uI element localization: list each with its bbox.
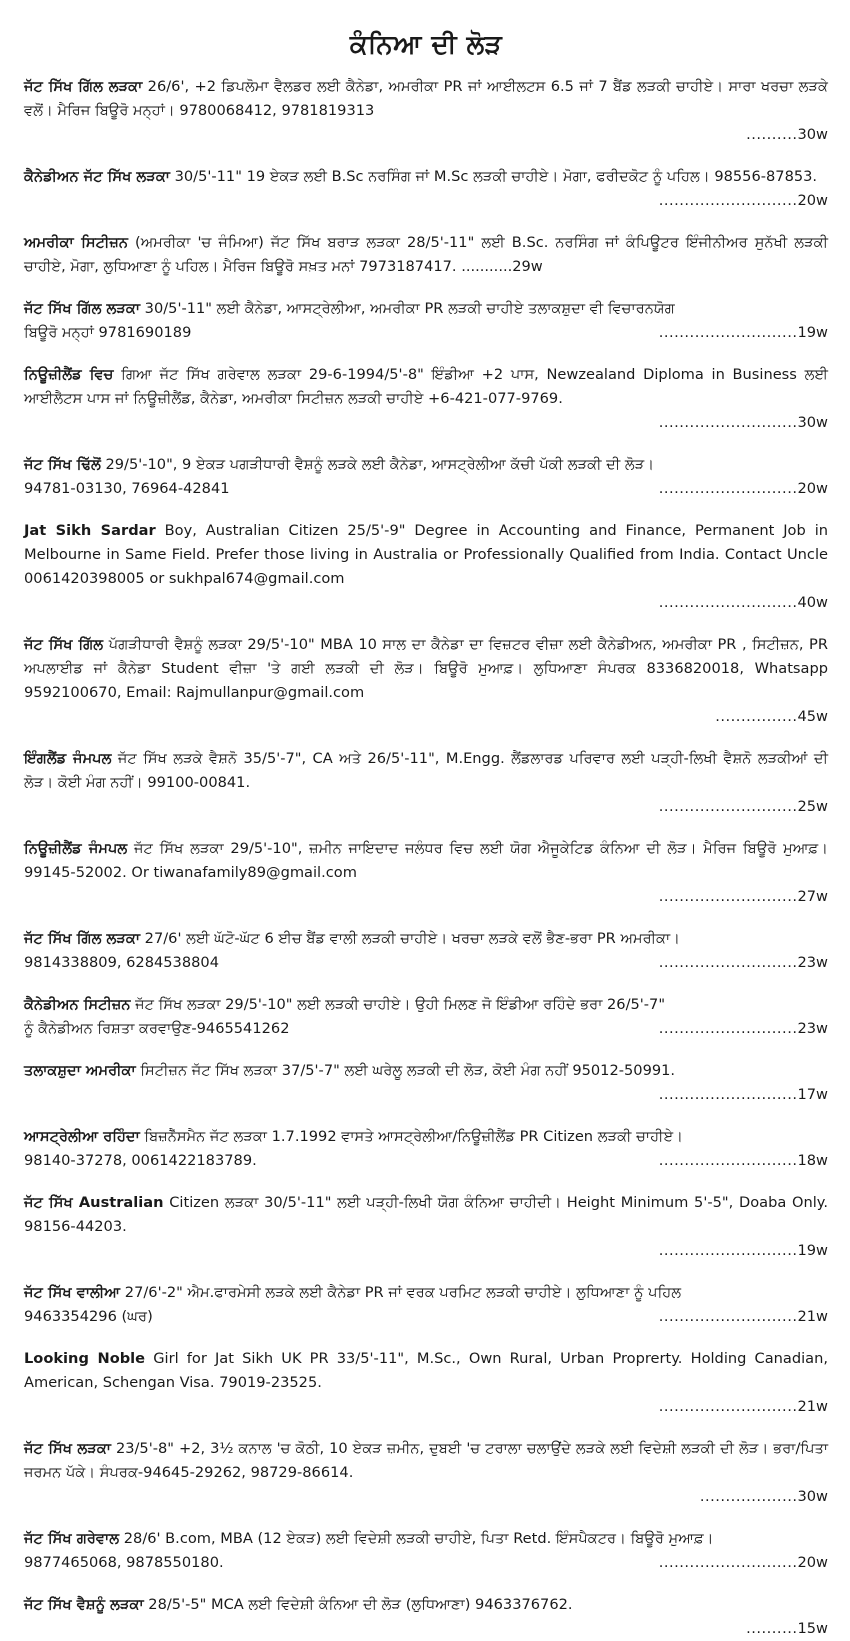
- ad-rate-value: 20w: [797, 480, 828, 497]
- matrimonial-ad: [24, 747, 828, 819]
- leader-dots: ...........................: [658, 1554, 798, 1571]
- ad-contact: 98140-37278, 0061422183789.: [24, 1152, 257, 1169]
- ad-text: [24, 75, 828, 123]
- leader-dots: ...........................: [658, 954, 798, 971]
- ad-rate: [191, 321, 828, 345]
- ad-body: ਗਿਆ ਜੱਟ ਸਿੱਖ ਗਰੇਵਾਲ ਲੜਕਾ 29-6-1994/5'-8" ਇੰਡੀਆ +2 ਪਾਸ, Newzealand Diploma in Business ਲਈ ਆਈਲੈਟਸ ਪਾਸ ਜਾਂ ਨਿਊਜ਼ੀਲੈਂਡ, ਕੈਨੇਡਾ, ਅਮਰੀਕਾ ਸਿਟੀਜ਼ਨ ਲੜਕੀ ਚਾਹੀਏ +6-421-077-9769.: [24, 366, 828, 407]
- ad-rate: [219, 951, 828, 975]
- leader-dots: ...........................: [658, 324, 798, 341]
- leader-dots: ...........................: [658, 1242, 798, 1259]
- leader-dots: ...........................: [658, 798, 798, 815]
- ad-rate: [24, 1083, 828, 1107]
- leader-dots: ..........: [746, 1620, 798, 1637]
- ad-body: 28/5'-5" MCA ਲਈ ਵਿਦੇਸ਼ੀ ਕੰਨਿਆ ਦੀ ਲੋੜ (ਲੁਧਿਆਣਾ) 9463376762.: [143, 1596, 573, 1613]
- ad-body: 30/5'-11" 19 ਏਕੜ ਲਈ B.Sc ਨਰਸਿੰਗ ਜਾਂ M.Sc ਲੜਕੀ ਚਾਹੀਏ। ਮੋਗਾ, ਫਰੀਦਕੋਟ ਨੂੰ ਪਹਿਲ। 98556-87853.: [169, 168, 818, 185]
- ad-text: [24, 633, 828, 705]
- ad-contact: 94781-03130, 76964-42841: [24, 480, 230, 497]
- ad-rate-value: 27w: [797, 888, 828, 905]
- ad-text: [24, 1347, 828, 1395]
- ad-rate: [24, 411, 828, 435]
- ad-footer: [24, 795, 828, 819]
- ad-rate-value: 19w: [797, 1242, 828, 1259]
- ad-rate-value: 21w: [797, 1398, 828, 1415]
- matrimonial-ad: [24, 297, 828, 345]
- leader-dots: ...........................: [658, 1152, 798, 1169]
- ad-rate-value: 23w: [797, 954, 828, 971]
- ad-rate-value: 17w: [797, 1086, 828, 1103]
- leader-dots: ................: [715, 708, 798, 725]
- matrimonial-ad: [24, 231, 828, 279]
- leader-dots: ...........................: [658, 480, 798, 497]
- ad-rate-value: 23w: [797, 1020, 828, 1037]
- leader-dots: ...........................: [658, 192, 798, 209]
- ad-rate-value: 30w: [797, 126, 828, 143]
- ad-heading: ਕੈਨੇਡੀਅਨ ਸਿਟੀਜ਼ਨ: [24, 996, 131, 1013]
- ad-body: ਸਿਟੀਜ਼ਨ ਜੱਟ ਸਿੱਖ ਲੜਕਾ 37/5'-7" ਲਈ ਘਰੇਲੂ ਲੜਕੀ ਦੀ ਲੋੜ, ਕੋਈ ਮੰਗ ਨਹੀਂ 95012-50991.: [135, 1062, 676, 1079]
- ad-body: 28/6' B.com, MBA (12 ਏਕੜ) ਲਈ ਵਿਦੇਸ਼ੀ ਲੜਕੀ ਚਾਹੀਏ, ਪਿਤਾ Retd. ਇੰਸਪੈਕਟਰ। ਬਿਊਰੋ ਮੁਆਫ਼।: [119, 1530, 714, 1547]
- ad-footer: [24, 411, 828, 435]
- ad-body: ਜੱਟ ਸਿੱਖ ਲੜਕਾ 29/5'-10", ਜ਼ਮੀਨ ਜਾਇਦਾਦ ਜਲੰਧਰ ਵਿਚ ਲਈ ਯੋਗ ਐਜੂਕੇਟਿਡ ਕੰਨਿਆ ਦੀ ਲੋੜ। ਮੈਰਿਜ ਬਿਊਰੋ ਮੁਆਫ਼। 99145-52002. Or tiwanafamily89@gmail.com: [24, 840, 828, 881]
- ad-rate: [24, 1239, 828, 1263]
- ad-rate-value: 19w: [797, 324, 828, 341]
- ad-footer: [24, 1617, 828, 1641]
- ad-body: (ਅਮਰੀਕਾ 'ਚ ਜੰਮਿਆ) ਜੱਟ ਸਿੱਖ ਬਰਾੜ ਲੜਕਾ 28/5'-11" ਲਈ B.Sc. ਨਰਸਿੰਗ ਜਾਂ ਕੰਪਿਊਟਰ ਇੰਜੀਨੀਅਰ ਸੁਨੱਖੀ ਲੜਕੀ ਚਾਹੀਏ, ਮੋਗਾ, ਲੁਧਿਆਣਾ ਨੂੰ ਪਹਿਲ। ਮੈਰਿਜ ਬਿਊਰੋ ਸਖ਼ਤ ਮਨਾਂ 7973187417. ...........29w: [24, 234, 828, 275]
- ad-footer: [24, 591, 828, 615]
- matrimonial-ad: [24, 363, 828, 435]
- matrimonial-ad: [24, 1125, 828, 1173]
- ad-footer: [24, 477, 828, 501]
- ad-contact: 9877465068, 9878550180.: [24, 1554, 224, 1571]
- ad-footer: [24, 1395, 828, 1419]
- matrimonial-ad: [24, 837, 828, 909]
- ad-heading: ਜੱਟ ਸਿੱਖ ਗਿੱਲ: [24, 636, 104, 653]
- ad-rate-value: 30w: [797, 1488, 828, 1505]
- ad-text: [24, 1527, 828, 1551]
- ad-rate: [24, 1485, 828, 1509]
- matrimonial-ad: [24, 75, 828, 147]
- ad-rate-value: 45w: [797, 708, 828, 725]
- ad-footer: [24, 321, 828, 345]
- ad-rate-value: 40w: [797, 594, 828, 611]
- ad-body: ਜੱਟ ਸਿੱਖ ਲੜਕੇ ਵੈਸ਼ਨੋ 35/5'-7", CA ਅਤੇ 26/5'-11", M.Engg. ਲੈਂਡਲਾਰਡ ਪਰਿਵਾਰ ਲਈ ਪੜ੍ਹੀ-ਲਿਖੀ ਵੈਸ਼ਨੋ ਲੜਕੀਆਂ ਦੀ ਲੋੜ। ਕੋਈ ਮੰਗ ਨਹੀਂ। 99100-00841.: [24, 750, 828, 791]
- ad-text: [24, 1059, 828, 1083]
- ad-footer: [24, 1083, 828, 1107]
- ad-heading: Jat Sikh Sardar: [24, 522, 156, 539]
- ad-rate: [24, 705, 828, 729]
- ad-body: ਬਿਜ਼ਨੈੱਸਮੈਨ ਜੱਟ ਲੜਕਾ 1.7.1992 ਵਾਸਤੇ ਆਸਟ੍ਰੇਲੀਆ/ਨਿਊਜ਼ੀਲੈਂਡ PR Citizen ਲੜਕੀ ਚਾਹੀਏ।: [139, 1128, 683, 1145]
- leader-dots: ...........................: [658, 888, 798, 905]
- ad-text: [24, 1593, 828, 1617]
- ad-text: [24, 297, 828, 321]
- matrimonial-ad: [24, 1527, 828, 1575]
- matrimonial-ad: [24, 519, 828, 615]
- matrimonial-ad: [24, 633, 828, 729]
- leader-dots: ...................: [699, 1488, 798, 1505]
- ad-rate: [24, 1395, 828, 1419]
- matrimonial-ad: [24, 1281, 828, 1329]
- ad-rate: [290, 1017, 829, 1041]
- ad-heading: Looking Noble: [24, 1350, 146, 1367]
- leader-dots: ...........................: [658, 414, 798, 431]
- ad-heading: ਨਿਊਜ਼ੀਲੈਂਡ ਜੰਮਪਲ: [24, 840, 128, 857]
- leader-dots: ...........................: [658, 1086, 798, 1103]
- ad-heading: ਜੱਟ ਸਿੱਖ ਗਿੱਲ ਲੜਕਾ: [24, 78, 143, 95]
- ad-text: [24, 927, 828, 951]
- ad-text: [24, 837, 828, 885]
- ad-rate-value: 18w: [797, 1152, 828, 1169]
- ad-heading: ਜੱਟ ਸਿੱਖ ਵਾਲੀਆ: [24, 1284, 121, 1301]
- ad-rate: [24, 885, 828, 909]
- ad-heading: ਜੱਟ ਸਿੱਖ ਢਿੱਲੋਂ: [24, 456, 101, 473]
- ad-body: 23/5'-8" +2, 3½ ਕਨਾਲ 'ਚ ਕੋਠੀ, 10 ਏਕੜ ਜ਼ਮੀਨ, ਦੁਬਈ 'ਚ ਟਰਾਲਾ ਚਲਾਉਂਦੇ ਲੜਕੇ ਲਈ ਵਿਦੇਸ਼ੀ ਲੜਕੀ ਦੀ ਲੋੜ। ਭਰਾ/ਪਿਤਾ ਜਰਮਨ ਪੱਕੇ। ਸੰਪਰਕ-94645-29262, 98729-86614.: [24, 1440, 828, 1481]
- ad-footer: [24, 189, 828, 213]
- matrimonial-ad: [24, 1437, 828, 1509]
- ad-body: ਪੱਗੜੀਧਾਰੀ ਵੈਸ਼ਨੂੰ ਲੜਕਾ 29/5'-10" MBA 10 ਸਾਲ ਦਾ ਕੈਨੇਡਾ ਦਾ ਵਿਜ਼ਟਰ ਵੀਜ਼ਾ ਲਈ ਕੈਨੇਡੀਅਨ, ਅਮਰੀਕਾ PR , ਸਿਟੀਜ਼ਨ, PR ਅਪਲਾਈਡ ਜਾਂ ਕੈਨੇਡਾ Student ਵੀਜ਼ਾ 'ਤੇ ਗਈ ਲੜਕੀ ਦੀ ਲੋੜ। ਬਿਊਰੋ ਮੁਆਫ਼। ਲੁਧਿਆਣਾ ਸੰਪਰਕ 8336820018, Whatsapp 9592100670, Email: Rajmullanpur@gmail.com: [24, 636, 828, 701]
- ad-text: [24, 231, 828, 279]
- ad-footer: [24, 1149, 828, 1173]
- ad-heading: ਨਿਊਜ਼ੀਲੈਂਡ ਵਿਚ: [24, 366, 114, 383]
- ad-rate: [24, 1617, 828, 1641]
- ad-text: [24, 1191, 828, 1239]
- ad-heading: ਜੱਟ ਸਿੱਖ Australian: [24, 1194, 164, 1211]
- ad-body: Boy, Australian Citizen 25/5'-9" Degree in Accounting and Finance, Permanent Job in Melbourne in Same Field. Prefer those living in Australia or Professionally Qualified from India. Contact Uncle 0061420398005 or sukhpal674@gmail.com: [24, 522, 828, 587]
- matrimonial-ad: [24, 1059, 828, 1107]
- ad-rate-value: 20w: [797, 192, 828, 209]
- ads-list: [24, 75, 828, 1641]
- ad-text: [24, 165, 828, 189]
- ad-rate-value: 30w: [797, 414, 828, 431]
- leader-dots: ..........: [746, 126, 798, 143]
- ad-rate: [24, 189, 828, 213]
- ad-rate: [24, 795, 828, 819]
- ad-footer: [24, 1485, 828, 1509]
- ad-heading: ਜੱਟ ਸਿੱਖ ਗਿੱਲ ਲੜਕਾ: [24, 300, 141, 317]
- ad-footer: [24, 123, 828, 147]
- ad-rate: [257, 1149, 828, 1173]
- ad-footer: [24, 1017, 828, 1041]
- matrimonial-ad: [24, 993, 828, 1041]
- ad-text: [24, 747, 828, 795]
- ad-body: 30/5'-11" ਲਈ ਕੈਨੇਡਾ, ਆਸਟ੍ਰੇਲੀਆ, ਅਮਰੀਕਾ PR ਲੜਕੀ ਚਾਹੀਏ ਤਲਾਕਸ਼ੁਦਾ ਵੀ ਵਿਚਾਰਨਯੋਗ: [140, 300, 675, 317]
- ad-text: [24, 363, 828, 411]
- ad-heading: ਅਮਰੀਕਾ ਸਿਟੀਜ਼ਨ: [24, 234, 129, 251]
- ad-text: [24, 1125, 828, 1149]
- ad-contact: 9463354296 (ਘਰ): [24, 1308, 153, 1325]
- ad-rate-value: 21w: [797, 1308, 828, 1325]
- ad-body: 27/6'-2" ਐਮ.ਫਾਰਮੇਸੀ ਲੜਕੇ ਲਈ ਕੈਨੇਡਾ PR ਜਾਂ ਵਰਕ ਪਰਮਿਟ ਲੜਕੀ ਚਾਹੀਏ। ਲੁਧਿਆਣਾ ਨੂੰ ਪਹਿਲ: [120, 1284, 682, 1301]
- ad-heading: ਜੱਟ ਸਿੱਖ ਵੈਸ਼ਨੂੰ ਲੜਕਾ: [24, 1596, 144, 1613]
- ad-contact: 9814338809, 6284538804: [24, 954, 219, 971]
- ad-contact: ਬਿਊਰੋ ਮਨ੍ਹਾਂ 9781690189: [24, 324, 192, 341]
- leader-dots: ...........................: [658, 594, 798, 611]
- ad-footer: [24, 951, 828, 975]
- ad-rate: [24, 123, 828, 147]
- ad-body: Citizen ਲੜਕਾ 30/5'-11" ਲਈ ਪੜ੍ਹੀ-ਲਿਖੀ ਯੋਗ ਕੰਨਿਆ ਚਾਹੀਦੀ। Height Minimum 5'-5", Doaba Only. 98156-44203.: [24, 1194, 828, 1235]
- ad-footer: [24, 1551, 828, 1575]
- ad-body: 27/6' ਲਈ ਘੱਟੋ-ਘੱਟ 6 ਈਚ ਬੈਂਡ ਵਾਲੀ ਲੜਕੀ ਚਾਹੀਏ। ਖਰਚਾ ਲੜਕੇ ਵਲੋਂ ਭੈਣ-ਭਰਾ PR ਅਮਰੀਕਾ।: [140, 930, 681, 947]
- matrimonial-ad: [24, 453, 828, 501]
- ad-footer: [24, 1239, 828, 1263]
- ad-rate: [230, 477, 828, 501]
- ad-heading: ਇੰਗਲੈਂਡ ਜੰਮਪਲ: [24, 750, 112, 767]
- leader-dots: ...........................: [658, 1020, 798, 1037]
- matrimonial-ad: [24, 927, 828, 975]
- ad-body: Girl for Jat Sikh UK PR 33/5'-11", M.Sc., Own Rural, Urban Proprerty. Holding Canadian, American, Schengan Visa. 79019-23525.: [24, 1350, 829, 1391]
- ad-body: 26/6', +2 ਡਿਪਲੋਮਾ ਵੈਲਡਰ ਲਈ ਕੈਨੇਡਾ, ਅਮਰੀਕਾ PR ਜਾਂ ਆਈਲਟਸ 6.5 ਜਾਂ 7 ਬੈਂਡ ਲੜਕੀ ਚਾਹੀਏ। ਸਾਰਾ ਖਰਚਾ ਲੜਕੇ ਵਲੋਂ। ਮੈਰਿਜ ਬਿਊਰੋ ਮਨ੍ਹਾਂ। 9780068412, 9781819313: [24, 78, 829, 119]
- ad-text: [24, 993, 828, 1017]
- leader-dots: ...........................: [658, 1308, 798, 1325]
- ad-heading: ਆਸਟ੍ਰੇਲੀਆ ਰਹਿੰਦਾ: [24, 1128, 140, 1145]
- matrimonial-ad: [24, 1347, 828, 1419]
- ad-heading: ਜੱਟ ਸਿੱਖ ਗਿੱਲ ਲੜਕਾ: [24, 930, 141, 947]
- ad-footer: [24, 1305, 828, 1329]
- ad-heading: ਕੈਨੇਡੀਅਨ ਜੱਟ ਸਿੱਖ ਲੜਕਾ: [24, 168, 170, 185]
- ad-text: [24, 1281, 828, 1305]
- ad-rate: [153, 1305, 828, 1329]
- ad-heading: ਤਲਾਕਸ਼ੁਦਾ ਅਮਰੀਕਾ: [24, 1062, 136, 1079]
- matrimonial-ad: [24, 1191, 828, 1263]
- ad-body: 29/5'-10", 9 ਏਕੜ ਪਗੜੀਧਾਰੀ ਵੈਸ਼ਨੂੰ ਲੜਕੇ ਲਈ ਕੈਨੇਡਾ, ਆਸਟ੍ਰੇਲੀਆ ਕੱਚੀ ਪੱਕੀ ਲੜਕੀ ਦੀ ਲੋੜ।: [100, 456, 655, 473]
- ad-contact: ਨੂੰ ਕੈਨੇਡੀਅਨ ਰਿਸ਼ਤਾ ਕਰਵਾਉਣ-9465541262: [24, 1020, 290, 1037]
- ad-rate: [24, 591, 828, 615]
- page-title: ਕੰਨਿਆ ਦੀ ਲੋੜ: [349, 30, 503, 60]
- ad-rate: [224, 1551, 828, 1575]
- ad-footer: [24, 705, 828, 729]
- matrimonial-ad: [24, 165, 828, 213]
- ad-rate-value: 25w: [797, 798, 828, 815]
- ad-rate-value: 20w: [797, 1554, 828, 1571]
- ad-body: ਜੱਟ ਸਿੱਖ ਲੜਕਾ 29/5'-10" ਲਈ ਲੜਕੀ ਚਾਹੀਏ। ਉਹੀ ਮਿਲਣ ਜੋ ਇੰਡੀਆ ਰਹਿੰਦੇ ਭਰਾ 26/5'-7": [130, 996, 666, 1013]
- ad-heading: ਜੱਟ ਸਿੱਖ ਗਰੇਵਾਲ: [24, 1530, 120, 1547]
- ad-heading: ਜੱਟ ਸਿੱਖ ਲੜਕਾ: [24, 1440, 111, 1457]
- matrimonial-ad: [24, 1593, 828, 1641]
- ad-text: [24, 453, 828, 477]
- leader-dots: ...........................: [658, 1398, 798, 1415]
- ad-text: [24, 519, 828, 591]
- ad-footer: [24, 885, 828, 909]
- ad-rate-value: 15w: [797, 1620, 828, 1637]
